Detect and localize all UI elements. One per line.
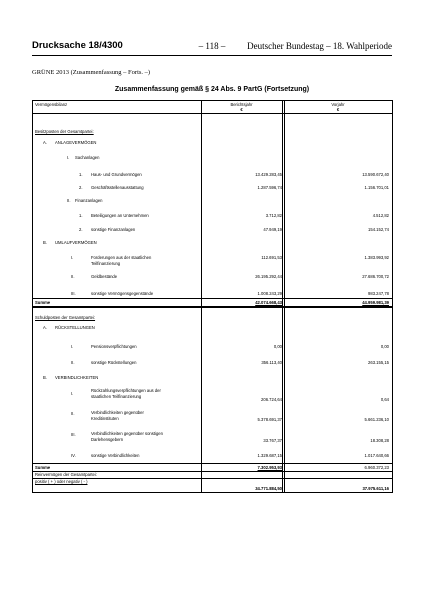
row-marker: III.: [71, 291, 76, 296]
column-header-label: Vermögensbilanz: [35, 102, 68, 107]
section-subheader: GRÜNE 2013 (Zusammenfassung – Forts. –): [32, 69, 151, 76]
row-label: VERBINDLICHKEITEN: [55, 375, 99, 380]
row-marker: II.: [71, 274, 75, 279]
row-value-previous: 0,00: [380, 344, 389, 349]
row-marker: III.: [71, 432, 76, 437]
row-label-continued: Teilfinanzierung: [91, 261, 121, 266]
row-value-current: 206.724,64: [261, 397, 282, 402]
table-title: Zusammenfassung gemäß § 24 Abs. 9 PartG (Fortsetzung): [114, 86, 310, 93]
row-value-previous: 27.686.700,72: [362, 274, 389, 279]
row-marker: 1.: [79, 213, 83, 218]
column-divider: [284, 101, 285, 492]
row-label: Geldbestände: [91, 274, 118, 279]
row-value-current: 1.008.243,29: [257, 291, 282, 296]
row-value-current: 112.691,53: [261, 255, 282, 260]
row-marker: I.: [71, 255, 74, 260]
row-label: Pensionsverpflichtungen: [91, 344, 137, 349]
row-label: Geschäftsstellenausstattung: [91, 185, 144, 190]
row-value-previous: 18.308,28: [370, 438, 389, 443]
column-header-current: Berichtsjahr: [230, 102, 253, 107]
page-number: – 118 –: [198, 41, 226, 51]
sum-assets-previous: 44.959.981,39: [362, 300, 389, 305]
row-marker: B.: [43, 375, 47, 380]
row-label: Sachanlagen: [75, 155, 100, 160]
row-value-current: 26.195.292,44: [255, 274, 282, 279]
row-label: sonstige Rückstellungen: [91, 360, 137, 365]
row-label: Forderungen aus der staatlichen: [91, 255, 152, 260]
row-label-continued: Darlehensgebern: [91, 437, 124, 442]
row-label: sonstige Verbindlichkeiten: [91, 453, 140, 458]
row-marker: II.: [71, 360, 75, 365]
row-value-current: 5.378.691,37: [257, 417, 282, 422]
row-marker: A.: [43, 325, 47, 330]
row-value-current: 0,00: [273, 344, 282, 349]
row-value-previous: 13.590.672,40: [362, 172, 389, 177]
row-value-previous: 1.017.640,66: [364, 453, 389, 458]
row-marker: A.: [43, 140, 47, 145]
row-value-previous: 5.661.236,10: [364, 417, 389, 422]
sum-liabilities-current: 7.302.953,93: [257, 465, 282, 470]
row-value-previous: 4.512,82: [372, 213, 389, 218]
column-divider: [201, 101, 202, 492]
sum-liabilities-previous: 6.960.372,23: [364, 465, 389, 470]
assets-heading: Besitzposten der Gesamtpartei:: [35, 129, 94, 134]
column-header-previous: Vorjahr: [331, 102, 345, 107]
sum-label: Summe: [35, 300, 51, 305]
row-label: UMLAUFVERMÖGEN: [55, 240, 97, 245]
row-value-current: 3.712,82: [265, 213, 282, 218]
row-value-current: 33.767,37: [263, 438, 282, 443]
row-label: sonstige Vermögensgegenstände: [91, 291, 154, 296]
row-value-previous: 1.383.993,92: [364, 255, 389, 260]
row-divider: [33, 463, 392, 464]
row-value-current: 1.329.687,15: [257, 453, 282, 458]
balance-table: [32, 100, 393, 493]
row-marker: 1.: [79, 172, 83, 177]
net-assets-previous: 37.975.611,16: [362, 486, 389, 491]
column-header-current-unit: €: [240, 107, 243, 112]
header-rule: [32, 55, 392, 56]
row-label: Haus- und Grundvermögen: [91, 172, 142, 177]
row-label: RÜCKSTELLUNGEN: [55, 325, 95, 330]
row-value-previous: 154.152,74: [368, 227, 389, 232]
row-value-current: 13.429.283,45: [255, 172, 282, 177]
net-assets-label: Reinvermögen der Gesamtpartei:: [35, 472, 97, 477]
column-divider: [282, 101, 283, 492]
publisher: Deutscher Bundestag – 18. Wahlperiode: [247, 41, 392, 51]
row-marker: 2.: [79, 185, 83, 190]
row-label: Finanzanlagen: [75, 198, 103, 203]
row-divider: [33, 298, 392, 299]
row-divider: [33, 306, 392, 308]
row-value-previous: 0,64: [380, 397, 389, 402]
header-divider: [33, 113, 392, 114]
row-marker: IV.: [71, 453, 76, 458]
row-label-continued: Kreditinstituten: [91, 416, 119, 421]
row-value-previous: 983.247,78: [368, 291, 389, 296]
liabilities-heading: Schuldposten der Gesamtpartei:: [35, 315, 96, 320]
row-label: Rückzahlungsverpflichtungen aus der: [91, 388, 161, 393]
sum-label: Summe: [35, 465, 51, 470]
row-value-previous: 1.156.701,01: [364, 185, 389, 190]
document-number: Drucksache 18/4300: [32, 40, 123, 51]
row-label-continued: staatlichen Teilfinanzierung: [91, 394, 142, 399]
row-label: Verbindlichkeiten gegenüber: [91, 410, 144, 415]
row-value-current: 1.287.596,74: [257, 185, 282, 190]
row-value-current: 47.949,19: [263, 227, 282, 232]
sum-assets-current: 42.074.668,43: [255, 300, 282, 305]
row-value-previous: 263.155,15: [368, 360, 389, 365]
row-label: Verbindlichkeiten gegenüber sonstigen: [91, 431, 163, 436]
row-marker: I.: [71, 344, 74, 349]
row-label: Beteiligungen an Unternehmen: [91, 213, 149, 218]
row-marker: 2.: [79, 227, 83, 232]
row-marker: II.: [71, 411, 75, 416]
row-marker: II.: [67, 198, 71, 203]
net-assets-label-continued: positiv ( + ) oder negativ ( - ): [35, 479, 88, 484]
net-assets-current: 34.771.884,50: [255, 486, 282, 491]
row-value-current: 356.113,40: [261, 360, 282, 365]
column-header-previous-unit: €: [336, 107, 340, 112]
row-marker: I.: [67, 155, 70, 160]
row-label: ANLAGEVERMÖGEN: [55, 140, 97, 145]
page-header: [32, 40, 392, 54]
row-marker: I.: [71, 391, 74, 396]
row-marker: B.: [43, 240, 47, 245]
row-label: sonstige Finanzanlagen: [91, 227, 136, 232]
